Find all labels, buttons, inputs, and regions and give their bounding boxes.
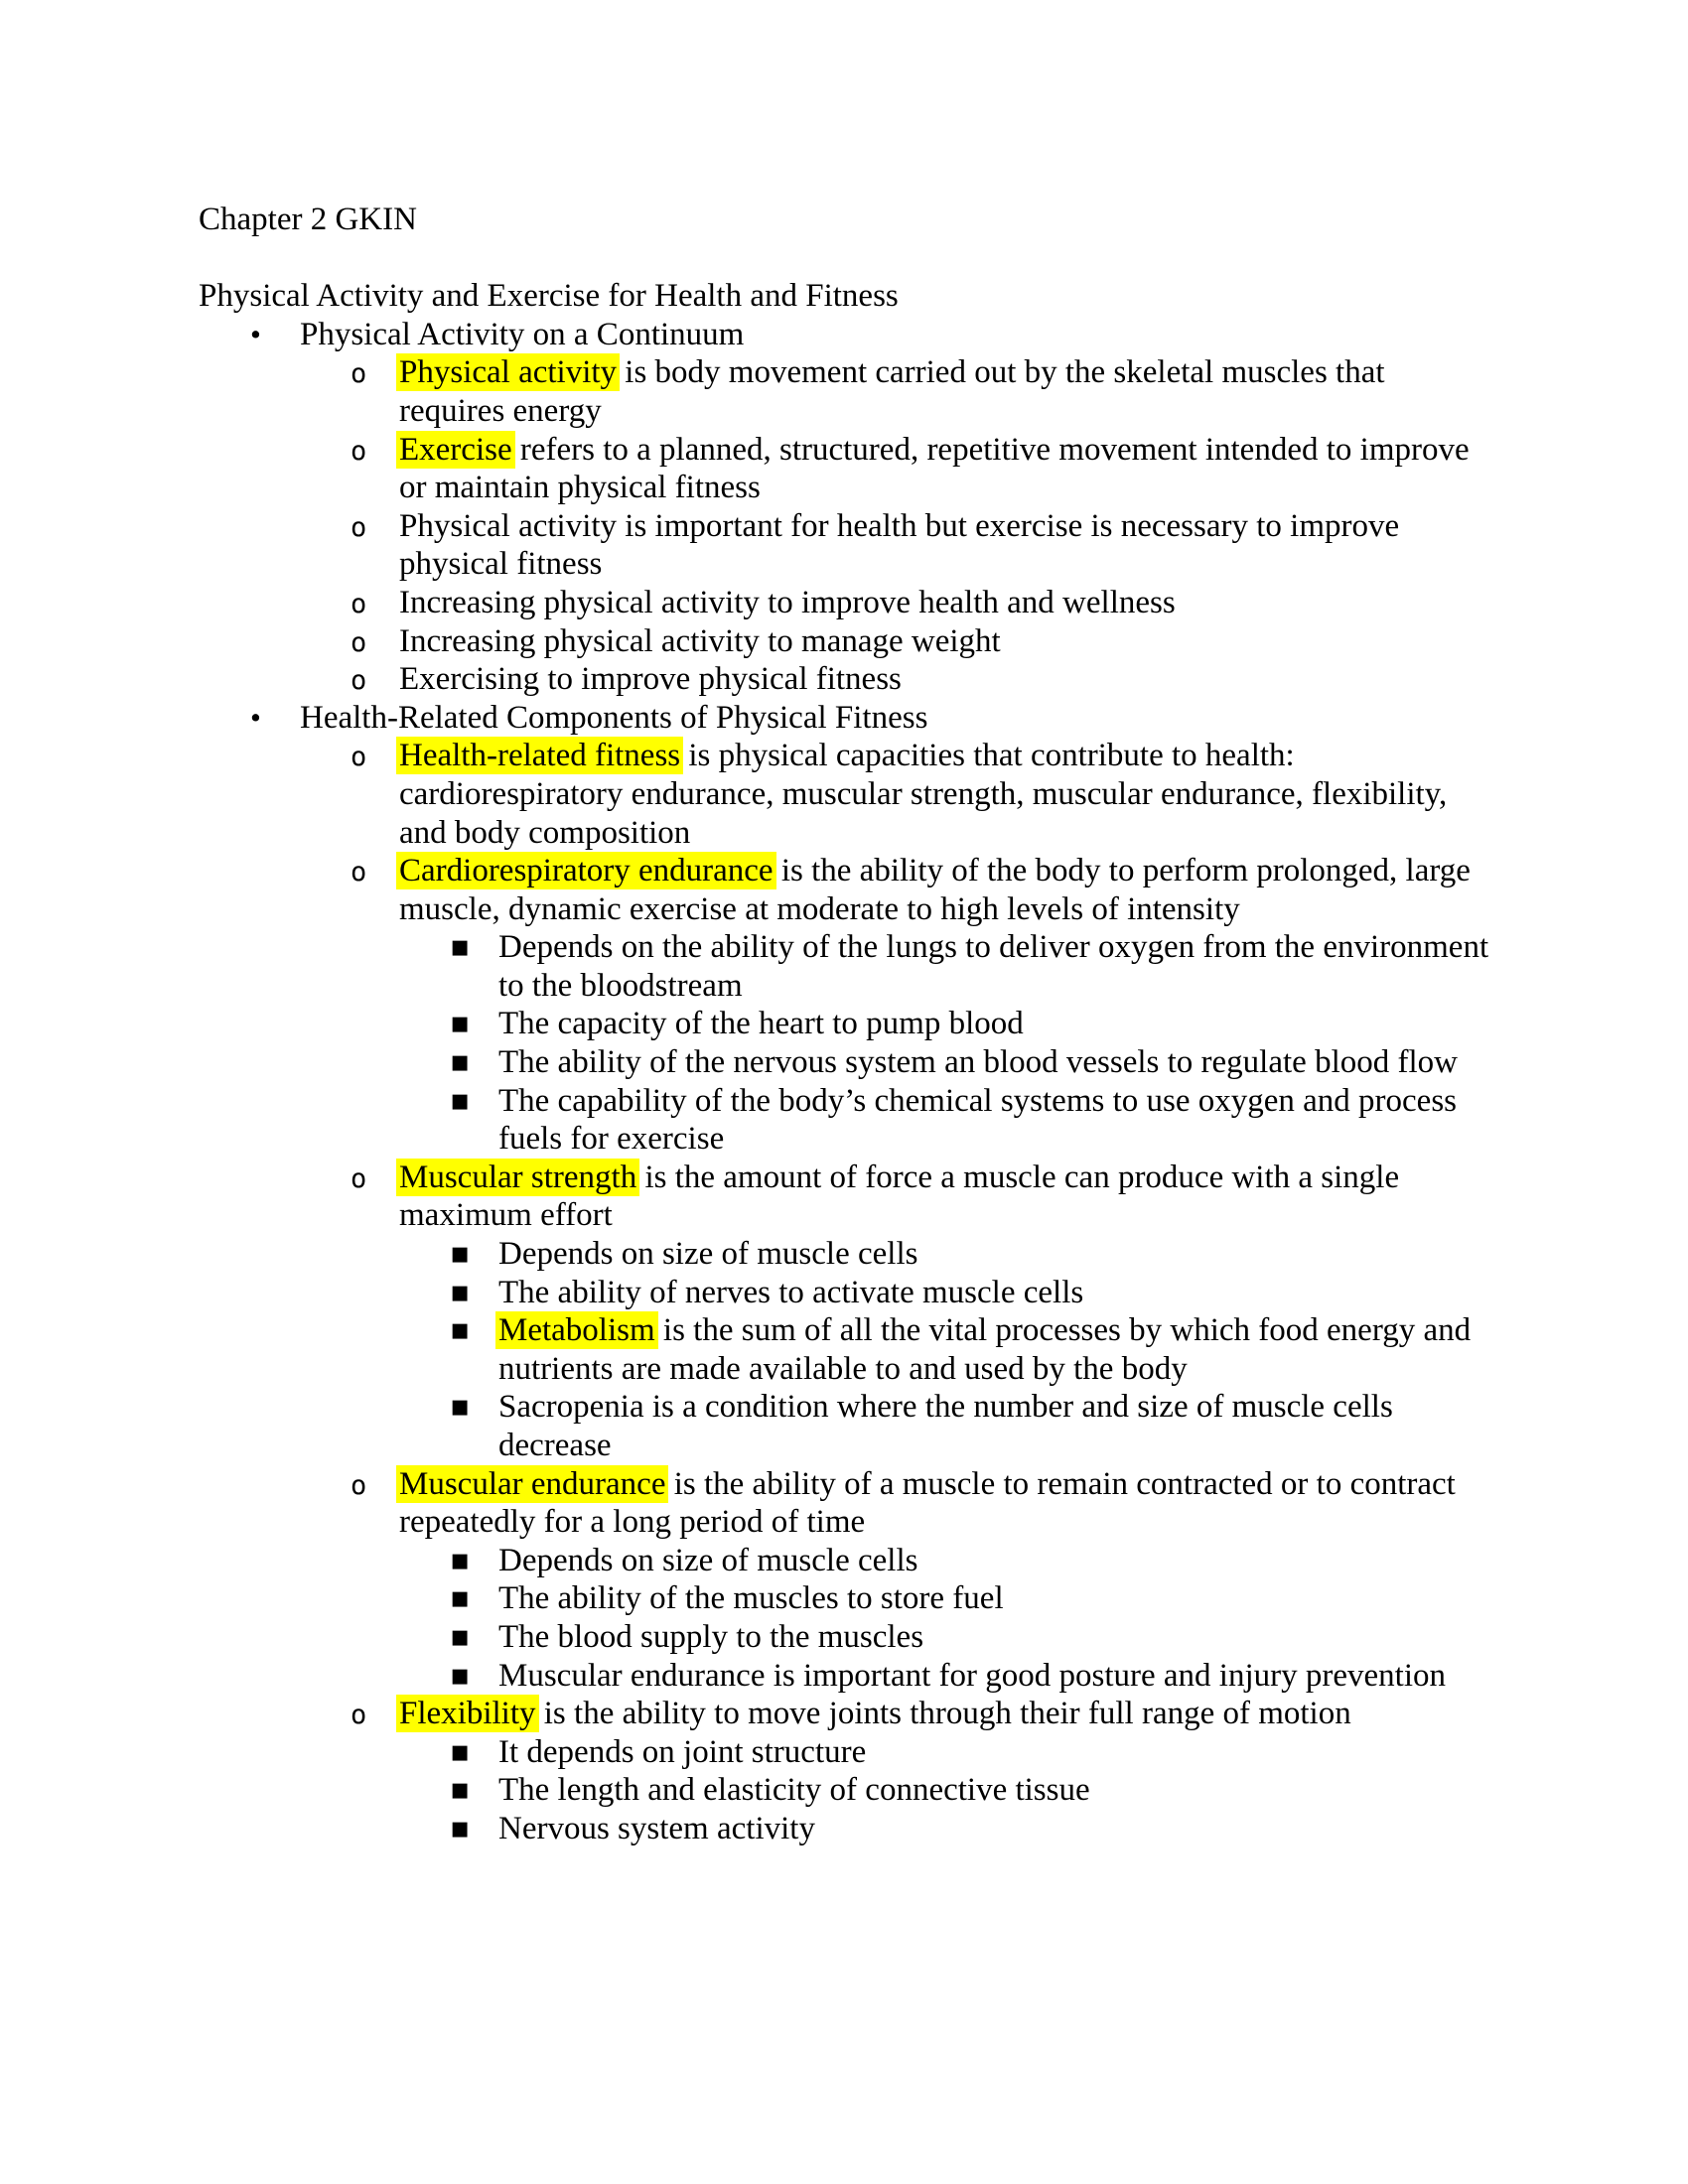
circle-bullet-icon: o xyxy=(351,857,367,888)
sub-list-item xyxy=(199,1082,1489,1159)
square-bullet-icon: ▪ xyxy=(450,1044,471,1080)
sub-list-item xyxy=(199,1274,1489,1312)
sub-list-item xyxy=(199,1810,1489,1848)
square-bullet-icon: ▪ xyxy=(450,1274,471,1309)
circle-bullet-icon: o xyxy=(351,435,367,467)
circle-bullet-icon: o xyxy=(351,665,367,697)
item-text: Depends on the ability of the lungs to deliver oxygen from the environment to the bloodstream xyxy=(498,929,1489,1004)
section-heading-item xyxy=(199,699,1489,738)
item-text: is the amount of force a muscle can produce with a single maximum effort xyxy=(399,1159,1400,1234)
list-item xyxy=(199,507,1489,584)
list-item xyxy=(199,852,1489,928)
item-text: Depends on size of muscle cells xyxy=(498,1236,918,1273)
circle-bullet-icon: o xyxy=(351,588,367,619)
sub-list-item xyxy=(199,1005,1489,1043)
item-text: It depends on joint structure xyxy=(498,1733,867,1770)
highlight-term: Exercise xyxy=(396,431,515,469)
square-bullet-icon: ▪ xyxy=(450,1733,471,1769)
item-text: The ability of the muscles to store fuel xyxy=(498,1580,1004,1617)
document-heading: Physical Activity and Exercise for Health and Fitness xyxy=(199,278,899,315)
item-text: Increasing physical activity to manage weight xyxy=(399,622,1001,659)
list-item xyxy=(199,622,1489,661)
list-item xyxy=(199,584,1489,622)
chapter-title: Chapter 2 GKIN xyxy=(199,202,417,237)
square-bullet-icon: ▪ xyxy=(450,1082,471,1118)
item-text: is the sum of all the vital processes by which food energy and nutrients are made available to and used by the body xyxy=(498,1312,1472,1387)
item-text: is the ability of the body to perform prolonged, large muscle, dynamic exercise at moderate to high levels of intensity xyxy=(399,853,1471,927)
section-label: Health-Related Components of Physical Fitness xyxy=(300,699,928,736)
item-text: The capacity of the heart to pump blood xyxy=(498,1006,1024,1042)
section-label: Physical Activity on a Continuum xyxy=(300,316,745,352)
list-item xyxy=(199,660,1489,699)
sub-list-item xyxy=(199,1388,1489,1464)
highlight-term: Metabolism xyxy=(495,1311,658,1349)
highlight-term: Physical activity xyxy=(396,353,620,391)
highlight-term: Flexibility xyxy=(396,1695,539,1732)
sub-list-item xyxy=(199,928,1489,1005)
item-text: is physical capacities that contribute to health: cardiorespiratory endurance, muscular strength, muscular endurance, flexibility, and body composition xyxy=(399,738,1448,851)
document-content xyxy=(199,201,1489,1848)
item-text: The length and elasticity of connective tissue xyxy=(498,1772,1090,1809)
list-item xyxy=(199,737,1489,852)
list-item xyxy=(199,1465,1489,1542)
item-text: refers to a planned, structured, repetitive movement intended to improve or maintain physical fitness xyxy=(399,431,1470,506)
sub-list-item xyxy=(199,1657,1489,1696)
disc-bullet-icon: • xyxy=(250,316,261,351)
item-text: Depends on size of muscle cells xyxy=(498,1542,918,1578)
square-bullet-icon: ▪ xyxy=(450,1810,471,1845)
circle-bullet-icon: o xyxy=(351,1700,367,1731)
square-bullet-icon: ▪ xyxy=(450,929,471,965)
item-text: The ability of the nervous system an blood vessels to regulate blood flow xyxy=(498,1044,1458,1081)
item-text: Increasing physical activity to improve health and wellness xyxy=(399,584,1176,620)
sub-list-item xyxy=(199,1235,1489,1274)
disc-bullet-icon: • xyxy=(250,699,261,735)
highlight-term: Cardiorespiratory endurance xyxy=(396,852,776,889)
list-item xyxy=(199,1695,1489,1733)
circle-bullet-icon: o xyxy=(351,1469,367,1501)
item-text: is the ability to move joints through their full range of motion xyxy=(535,1696,1351,1732)
square-bullet-icon: ▪ xyxy=(450,1580,471,1616)
list-item xyxy=(199,431,1489,507)
item-text: The capability of the body’s chemical systems to use oxygen and process fuels for exercise xyxy=(498,1082,1458,1158)
item-text: The blood supply to the muscles xyxy=(498,1618,924,1655)
circle-bullet-icon: o xyxy=(351,1162,367,1194)
highlight-term: Muscular endurance xyxy=(396,1465,668,1503)
sub-list-item xyxy=(199,1043,1489,1082)
sub-list-item xyxy=(199,1733,1489,1772)
item-text: Physical activity is important for health but exercise is necessary to improve physical fitness xyxy=(399,507,1400,583)
sub-list-item xyxy=(199,1618,1489,1657)
square-bullet-icon: ▪ xyxy=(450,1657,471,1693)
highlight-term: Muscular strength xyxy=(396,1159,639,1196)
sub-list-item xyxy=(199,1311,1489,1388)
item-text: Nervous system activity xyxy=(498,1810,815,1846)
sub-list-item xyxy=(199,1579,1489,1618)
circle-bullet-icon: o xyxy=(351,742,367,773)
list-item xyxy=(199,1159,1489,1235)
blank-line xyxy=(199,239,1489,278)
square-bullet-icon: ▪ xyxy=(450,1618,471,1654)
item-text: Sacropenia is a condition where the number and size of muscle cells decrease xyxy=(498,1389,1393,1463)
sub-list-item xyxy=(199,1771,1489,1810)
circle-bullet-icon: o xyxy=(351,626,367,658)
item-text: is body movement carried out by the skeletal muscles that requires energy xyxy=(399,354,1385,429)
section-heading-item xyxy=(199,316,1489,354)
sub-list-item xyxy=(199,1542,1489,1580)
highlight-term: Health-related fitness xyxy=(396,737,683,774)
square-bullet-icon: ▪ xyxy=(450,1542,471,1577)
square-bullet-icon: ▪ xyxy=(450,1006,471,1041)
circle-bullet-icon: o xyxy=(351,511,367,543)
list-item xyxy=(199,353,1489,430)
item-text: is the ability of a muscle to remain contracted or to contract repeatedly for a long period of time xyxy=(399,1465,1456,1541)
square-bullet-icon: ▪ xyxy=(450,1772,471,1808)
item-text: The ability of nerves to activate muscle cells xyxy=(498,1274,1084,1310)
square-bullet-icon: ▪ xyxy=(450,1236,471,1272)
square-bullet-icon: ▪ xyxy=(450,1312,471,1348)
square-bullet-icon: ▪ xyxy=(450,1389,471,1425)
item-text: Muscular endurance is important for good posture and injury prevention xyxy=(498,1657,1447,1694)
item-text: Exercising to improve physical fitness xyxy=(399,661,902,698)
circle-bullet-icon: o xyxy=(351,358,367,390)
